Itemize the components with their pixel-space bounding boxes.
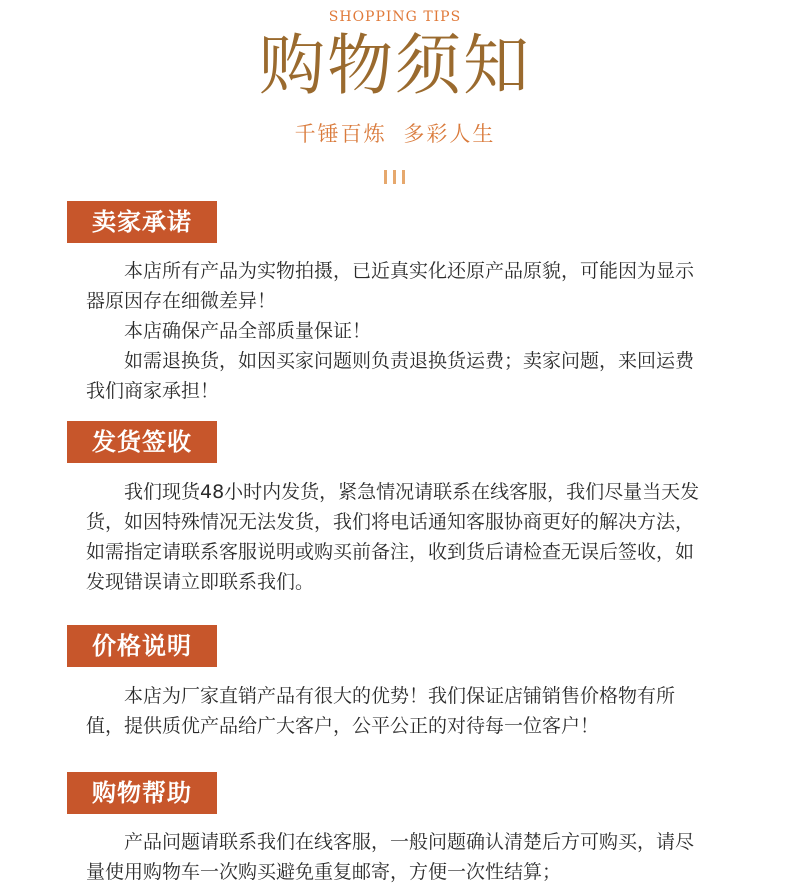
header-slogan: 千锤百炼 多彩人生 <box>294 122 496 146</box>
page-title: 购物须知 <box>259 27 531 104</box>
divider-bars-icon <box>382 168 408 186</box>
section-body-pricing <box>86 681 706 741</box>
paragraph: 如需退换货，如因买家问题则负责退换货运费；卖家问题，来回运费我们商家承担！ <box>86 350 695 402</box>
paragraph: 本店为厂家直销产品有很大的优势！我们保证店铺销售价格物有所值，提供质优产品给广大客户，公平公正的对待每一位客户！ <box>86 685 676 737</box>
section-body-shipping <box>86 477 706 597</box>
section-tag-seller-promise: 卖家承诺 <box>67 201 217 243</box>
header-kicker: SHOPPING TIPS <box>328 9 462 25</box>
paragraph: 本店确保产品全部质量保证！ <box>124 320 372 342</box>
paragraph: 产品问题请联系我们在线客服，一般问题确认清楚后方可购买，请尽量使用购物车一次购买避免重复邮寄，方便一次性结算； <box>86 831 695 883</box>
section-tag-shipping: 发货签收 <box>67 421 217 463</box>
section-body-shopping-help <box>86 827 706 887</box>
section-tag-shopping-help: 购物帮助 <box>67 772 217 814</box>
paragraph: 本店所有产品为实物拍摄，已近真实化还原产品原貌，可能因为显示器原因存在细微差异！ <box>86 260 695 312</box>
section-tag-pricing: 价格说明 <box>67 625 217 667</box>
section-body-seller-promise <box>86 256 706 406</box>
paragraph: 我们现货48小时内发货，紧急情况请联系在线客服，我们尽量当天发货，如因特殊情况无法发货，我们将电话通知客服协商更好的解决方法，如需指定请联系客服说明或购买前备注，收到货后请检查无误后签收，如发现错误请立即联系我们。 <box>86 481 700 593</box>
